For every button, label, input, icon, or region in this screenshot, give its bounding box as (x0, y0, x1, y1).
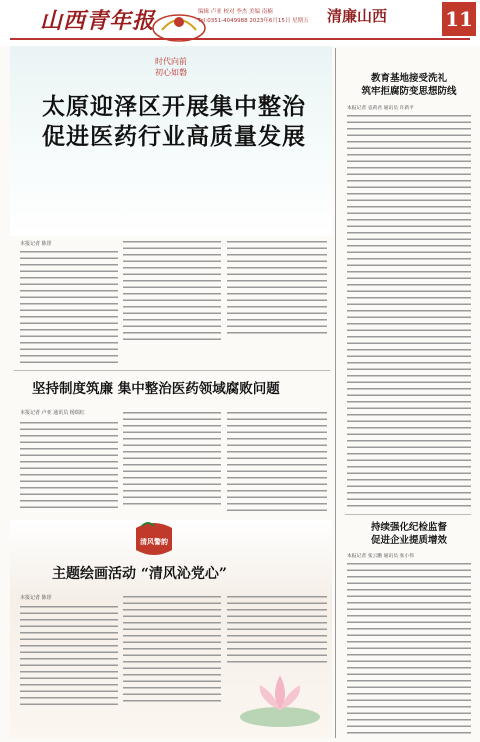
date-line: Tel:0351-4049988 2023年6月15日 星期五 (198, 18, 309, 24)
second-headline: 坚持制度筑廉 集中整治医药领域腐败问题 (32, 381, 280, 397)
lotus-icon (230, 655, 330, 735)
lead-headline (24, 92, 324, 152)
right-top-headline-line-1: 教育基地接受洗礼 (370, 73, 447, 84)
right-top-headline-line-2: 筑牢拒腐防变思想防线 (361, 86, 457, 97)
lead-byline: 本报记者 陈彤 (20, 241, 52, 247)
lead-body-col-1 (20, 249, 118, 367)
masthead-rule (10, 38, 470, 40)
right-bottom-body (347, 561, 471, 737)
right-bottom-headline-line-2: 促进企业提质增效 (370, 535, 447, 546)
section-rule-1 (14, 370, 330, 371)
editor-line: 编辑 卢亚 校对 李杰 美编 南楠 (198, 9, 273, 15)
second-body-col-3 (227, 410, 327, 515)
third-headline: 主题绘画活动 “清风沁党心” (52, 566, 227, 582)
slogan-line-1: 时代向前 (155, 57, 187, 66)
right-bottom-byline: 本报记者 张云鹏 通讯员 张小伟 (347, 554, 414, 559)
lead-headline-line-2: 促进医药行业高质量发展 (42, 123, 306, 150)
second-body-col-2 (123, 410, 221, 505)
lead-body-col-2 (123, 239, 221, 341)
right-column-rule (345, 514, 471, 515)
lead-headline-line-1: 太原迎泽区开展集中整治 (42, 93, 306, 120)
third-body-col-1 (20, 604, 118, 709)
slogan-line-2: 初心如磐 (155, 68, 187, 77)
third-body-col-2 (123, 594, 221, 704)
party-emblem-icon (150, 6, 208, 44)
newspaper-logo: 山西青年报 (40, 8, 156, 34)
page-number-badge: 11 (442, 2, 476, 36)
second-body-col-1 (20, 420, 118, 510)
section-name: 清廉山西 (327, 7, 388, 25)
right-top-byline: 本报记者 袁莉君 通讯员 许新平 (347, 106, 414, 111)
qingfeng-badge-label: 清风警韵 (140, 537, 168, 546)
column-divider (335, 48, 336, 738)
right-bottom-headline (345, 521, 473, 547)
third-byline: 本报记者 陈彤 (20, 595, 52, 601)
lead-body-col-3 (227, 239, 327, 334)
right-bottom-headline-line-1: 持续强化纪检监督 (370, 522, 447, 533)
right-top-body (347, 113, 471, 508)
second-byline: 本报记者 卢亚 通讯员 杨瑞红 (20, 410, 85, 416)
masthead-info (198, 8, 309, 26)
banner-slogan (155, 56, 187, 78)
right-top-headline (345, 72, 473, 98)
